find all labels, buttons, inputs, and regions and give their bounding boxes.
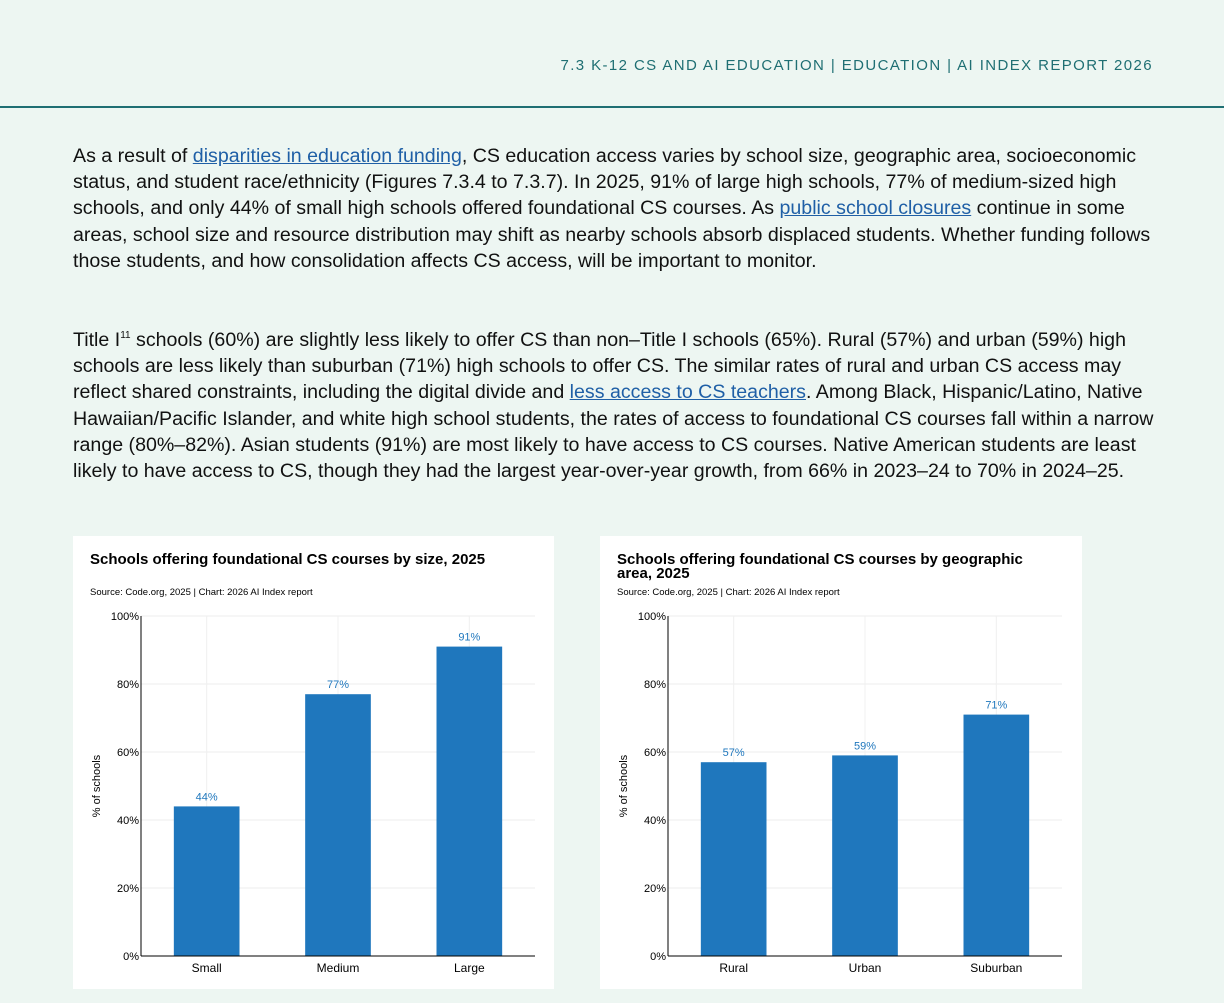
page-header (0, 0, 1224, 108)
y-tick-label: 80% (116, 679, 139, 691)
data-label: 44% (195, 791, 218, 804)
x-tick-label: Urban (848, 961, 882, 975)
running-head: 7.3 K-12 CS AND AI EDUCATION | EDUCATION | AI INDEX REPORT 2026 (560, 57, 1153, 74)
link-cs-teachers[interactable]: less access to CS teachers (569, 381, 806, 404)
y-tick-label: 0% (123, 951, 139, 963)
chart-card-size (73, 536, 554, 989)
chart-title: Schools offering foundational CS courses by size, 2025 (90, 551, 486, 568)
bar (305, 694, 371, 956)
y-tick-label: 60% (116, 747, 139, 759)
chart-card-geography (600, 536, 1082, 989)
chart-source: Source: Code.org, 2025 | Chart: 2026 AI Index report (617, 587, 840, 598)
paragraph-text: continue in some areas, school size and resource distribution may shift as nearby schools absorb displaced students. Whether funding follows those students, and how consolidation affects CS access, will be important to monitor. (73, 197, 1151, 272)
y-tick-label: 20% (116, 883, 139, 895)
x-tick-label: Small (191, 961, 222, 975)
bar (174, 806, 240, 956)
bar (701, 762, 767, 956)
paragraph-text: , CS education access varies by school size, geographic area, socioeconomic status, and student race/ethnicity (Figures 7.3.4 to 7.3.7). In 2025, 91% of large high schools, 77% of medium-sized high schools, and only 44% of small high schools offered foundational CS courses. As (73, 145, 1137, 220)
bar-chart-geography (600, 536, 1082, 989)
paragraph-text: Title I (73, 329, 121, 351)
paragraph-title-i (73, 327, 1163, 484)
paragraph-text: As a result of (73, 145, 193, 167)
x-tick-label: Rural (719, 961, 749, 975)
bar (964, 715, 1030, 956)
link-school-closures[interactable]: public school closures (779, 197, 972, 220)
y-tick-label: 100% (637, 611, 666, 623)
paragraph-text: . Among Black, Hispanic/Latino, Native Hawaiian/Pacific Islander, and white high school students, the rates of access to foundational CS courses fall within a narrow range (80%–82%). Asian students (91%) are most likely to have access to CS courses. Native American students are least likely to have access to CS, though they had the largest year-over-year growth, from 66% in 2023–24 to 70% in 2024–25. (73, 381, 1154, 483)
y-tick-label: 0% (650, 951, 666, 963)
bar (437, 647, 503, 956)
data-label: 71% (985, 699, 1008, 712)
y-tick-label: 20% (643, 883, 666, 895)
y-tick-label: 80% (643, 679, 666, 691)
y-tick-label: 40% (116, 815, 139, 827)
y-axis-label: % of schools (618, 754, 630, 818)
y-tick-label: 100% (110, 611, 139, 623)
y-tick-label: 40% (643, 815, 666, 827)
bar-chart-size (73, 536, 554, 989)
y-tick-label: 60% (643, 747, 666, 759)
chart-title: Schools offering foundational CS courses by geographic area, 2025 (617, 551, 1023, 582)
data-label: 57% (722, 747, 745, 760)
x-tick-label: Medium (316, 961, 360, 975)
paragraph-funding (73, 143, 1163, 274)
x-tick-label: Suburban (970, 961, 1023, 975)
footnote-marker[interactable]: 11 (120, 330, 131, 341)
y-axis-label: % of schools (91, 754, 103, 818)
data-label: 91% (458, 631, 481, 644)
chart-source: Source: Code.org, 2025 | Chart: 2026 AI Index report (90, 587, 313, 598)
data-label: 77% (326, 679, 350, 692)
bar (832, 755, 898, 956)
link-disparities-funding[interactable]: disparities in education funding (192, 145, 462, 167)
paragraph-text: schools (60%) are slightly less likely to offer CS than non–Title I schools (65%). Rural (57%) and urban (59%) high schools are less likely than suburban (71%) high schools to offer CS. The similar rates of rural and urban CS access may reflect shared constraints, including the digital divide and (73, 329, 1126, 404)
x-tick-label: Large (453, 961, 485, 975)
data-label: 59% (853, 740, 877, 753)
